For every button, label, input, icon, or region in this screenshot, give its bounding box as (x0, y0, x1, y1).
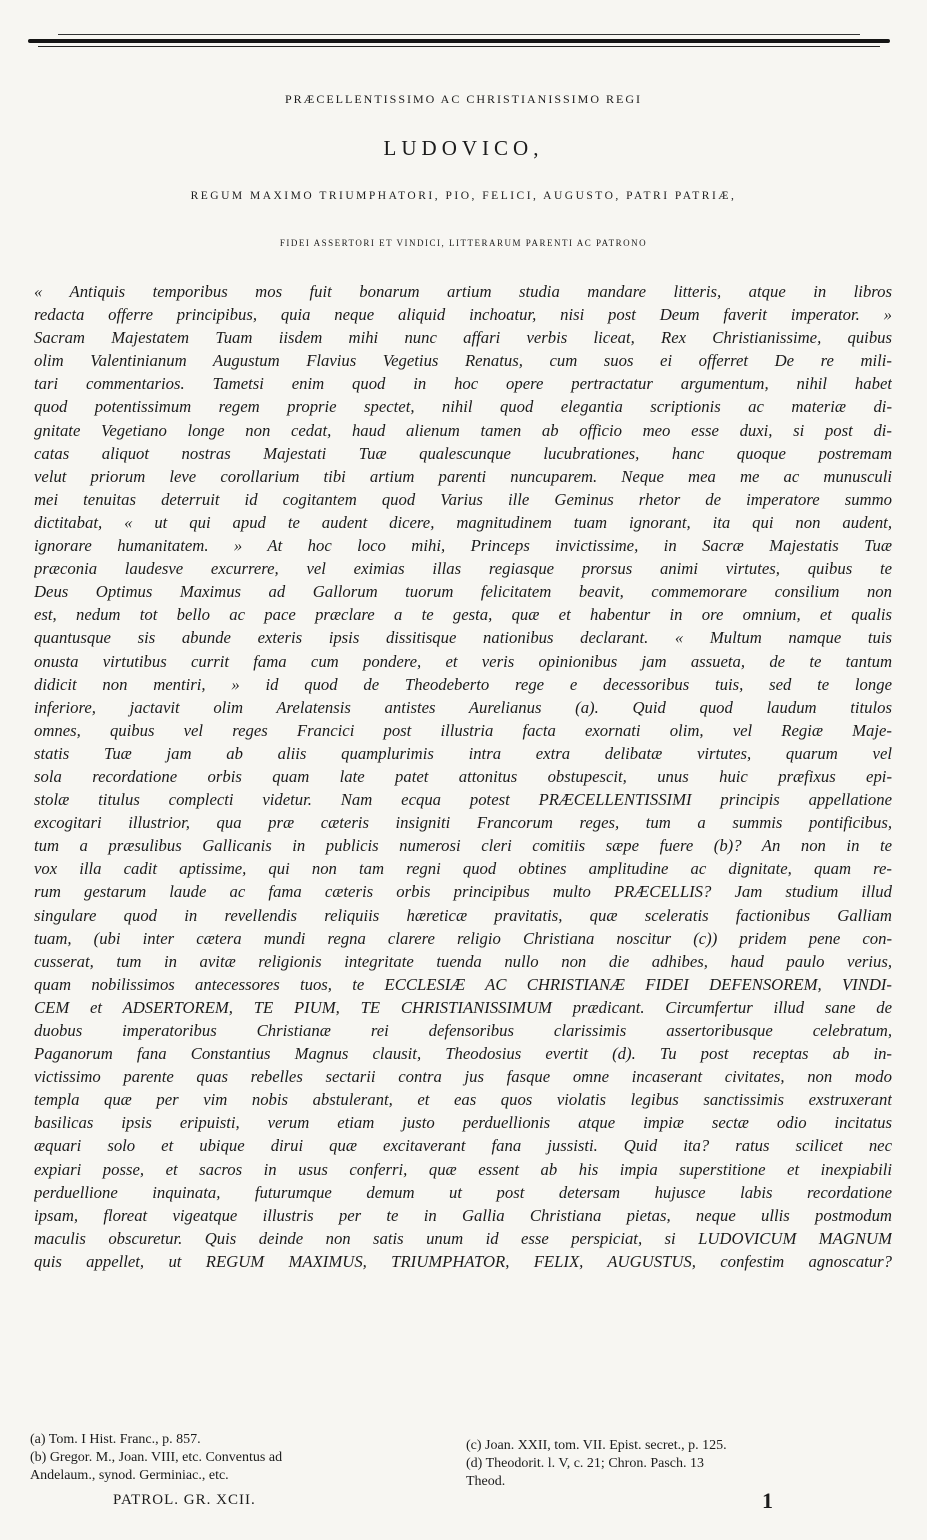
body-line: ipsam, floreat vigeatque illustris per te in Gallia Christiana pietas, neque ullis postmodum (34, 1205, 892, 1225)
ornamental-rule (28, 30, 890, 52)
body-line: expiari posse, et sacros in usus conferri, quæ essent ab his impia superstitione et inexpiabili (34, 1159, 892, 1179)
body-line: cusserat, tum in avitæ religionis integritate tuenda nullo non die adhibes, haud paulo verius, (34, 951, 892, 971)
body-line: quam nobilissimos antecessores tuos, te ECCLESIÆ AC CHRISTIANÆ FIDEI DEFENSOREM, VINDI- (34, 974, 892, 994)
body-line: omnes, quibus vel reges Francici post illustria facta exornati olim, vel Regiæ Maje- (34, 720, 892, 740)
body-line: quantusque sis abunde exteris ipsis dissitisque nationibus declarant. « Multum namque tuis (34, 628, 892, 648)
body-line: quod potentissimum regem proprie spectet, nihil quod elegantia scriptionis ac materiæ di- (34, 397, 892, 417)
body-line: præconia laudesve excurrere, vel eximias illas regiasque prorsus animi virtutes, quibus te (34, 559, 892, 579)
body-line: tum a præsulibus Gallicanis in publicis numerosi cleri comitiis sæpe fuere (b)? An non in te (34, 836, 892, 856)
body-line: vox illa cadit aptissime, qui non tam regni quod obtines amplitudine ac dignitate, quam re- (34, 859, 892, 879)
body-line: mei tenuitas deterruit id cogitantem quod Varius ille Geminus rhetor de imperatore summo (34, 489, 892, 509)
body-line: excogitari illustrior, qua præ cæteris insigniti Francorum reges, tum a summis pontificibus, (34, 813, 892, 833)
footnote-b-cont: Andelaum., synod. Germiniac., etc. (30, 1468, 229, 1483)
footnotes-left (30, 1431, 450, 1485)
body-line: tuam, (ubi inter cætera mundi regna clarere religio Christiana noscitur (c)) pridem pene con- (34, 928, 892, 948)
body-line: stolæ titulus complecti videtur. Nam ecqua potest PRÆCELLENTISSIMI principis appellatione (34, 790, 892, 810)
body-line: CEM et ADSERTOREM, TE PIUM, TE CHRISTIANISSIMUM prædicant. Circumfertur illud sane de (34, 997, 892, 1017)
body-line (34, 1273, 892, 1296)
body-line (34, 1296, 892, 1319)
dedication-line-1: PRÆCELLENTISSIMO AC CHRISTIANISSIMO REGI (284, 92, 643, 106)
body-line: dictitabat, « ut qui apud te audent dicere, magnitudinem tuam ignorant, ita qui non audent, (34, 512, 892, 532)
volume-signature: PATROL. GR. XCII. (113, 1492, 256, 1508)
footnotes-right (466, 1437, 896, 1491)
body-line: statis Tuæ jam ab aliis quamplurimis intra extra delibatæ virtutes, quarum vel (34, 743, 892, 763)
body-line: ignorare humanitatem. » At hoc loco mihi, Princeps invictissime, in Sacræ Majestatis Tuæ (34, 536, 892, 556)
body-line: velut priorum leve corollarium tibi artium parenti nuncuparem. Neque mea me ac munusculi (34, 466, 892, 486)
body-line: maculis obscuretur. Quis deinde non satis unum id esse perspiciat, si LUDOVICUM MAGNUM (34, 1228, 892, 1248)
dedication-body (34, 280, 892, 1319)
body-line: rum gestarum laude ac fama cæteris orbis principibus multo PRÆCELLIS? Jam studium illud (34, 882, 892, 902)
body-line: æquari solo et ubique dirui quæ excitaverant fana jussisti. Quid ita? ratus scilicet nec (34, 1136, 892, 1156)
body-line: templa quæ per vim nobis abstulerant, et eas quos violatis legibus sanctissimis exstruxerant (34, 1090, 892, 1110)
footnote-c: (c) Joan. XXII, tom. VII. Epist. secret., p. 125. (466, 1438, 727, 1453)
body-line: onusta virtutibus currit fama cum pondere, et veris opinionibus jam assueta, de te tantum (34, 651, 892, 671)
body-line: est, nedum tot bello ac pace præclare a te gesta, quæ et habentur in ore omnium, et qualis (34, 605, 892, 625)
body-line: « Antiquis temporibus mos fuit bonarum artium studia mandare litteris, atque in libros (34, 282, 892, 301)
body-line: singulare quod in revellendis reliquiis hæreticæ pravitatis, quæ sceleratis factionibus Galliam (34, 905, 892, 925)
body-line: olim Valentinianum Augustum Flavius Vegetius Renatus, cum suos ei offerret De re mili- (34, 351, 892, 371)
body-line: Sacram Majestatem Tuam iisdem mihi nunc affari verbis liceat, Rex Christianissime, quibus (34, 328, 892, 348)
body-line: redacta offerre principibus, quia neque aliquid inchoatur, nisi post Deum faverit imperator. » (34, 305, 892, 325)
dedication-titles: REGUM MAXIMO TRIUMPHATORI, PIO, FELICI, AUGUSTO, PATRI PATRIÆ, (190, 190, 737, 202)
footnote-d: (d) Theodorit. l. V, c. 21; Chron. Pasch. 13 (466, 1456, 704, 1471)
page-number: 1 (762, 1488, 773, 1513)
body-line: Paganorum fana Constantius Magnus clausit, Theodosius evertit (d). Tu post receptas ab in- (34, 1044, 892, 1064)
body-line: perduellione inquinata, futurumque demum ut post detersam hujusce labis recordatione (34, 1182, 892, 1202)
body-line: didicit non mentiri, » id quod de Theodeberto rege e decessoribus tuis, sed te longe (34, 674, 892, 694)
body-line: victissimo parente quas rebelles sectarii contra jus fasque omne incaserant civitates, non modo (34, 1067, 892, 1087)
footnote-d-cont: Theod. (466, 1474, 506, 1489)
body-line: catas aliquot nostras Majestati Tuæ qualescunque lucubrationes, hanc quoque postremam (34, 443, 892, 463)
body-line: Deus Optimus Maximus ad Gallorum tuorum felicitatem beavit, commemorare consilium non (34, 582, 892, 602)
dedication-subtitles: FIDEI ASSERTORI ET VINDICI, LITTERARUM PARENTI AC PATRONO (279, 238, 648, 248)
body-line: quis appellet, ut REGUM MAXIMUS, TRIUMPHATOR, FELIX, AUGUSTUS, confestim agnoscatur? (34, 1251, 892, 1271)
body-line: basilicas ipsis eripuisti, verum etiam justo perduellionis atque impiæ sectæ odio incitatus (34, 1113, 892, 1133)
footnote-b: (b) Gregor. M., Joan. VIII, etc. Conventus ad (30, 1450, 283, 1465)
body-line: gnitate Vegetiano longe non cedat, haud alienum tamen ab officio meo esse duxi, si post di- (34, 420, 892, 440)
body-line: tari commentarios. Tametsi enim quod in hoc opere pertractatur argumentum, nihil habet (34, 374, 892, 394)
body-line: inferiore, jactavit olim Arelatensis antistes Aurelianus (a). Quid quod laudum titulos (34, 697, 892, 717)
footnote-a: (a) Tom. I Hist. Franc., p. 857. (30, 1432, 201, 1447)
dedication-name: LUDOVICO, (383, 136, 544, 160)
body-line: sola recordatione orbis quam late patet attonitus obstupescit, unus huic præfixus epi- (34, 766, 892, 786)
body-line: duobus imperatoribus Christianæ rei defensoribus clarissimis assertoribusque celebratum, (34, 1021, 892, 1040)
